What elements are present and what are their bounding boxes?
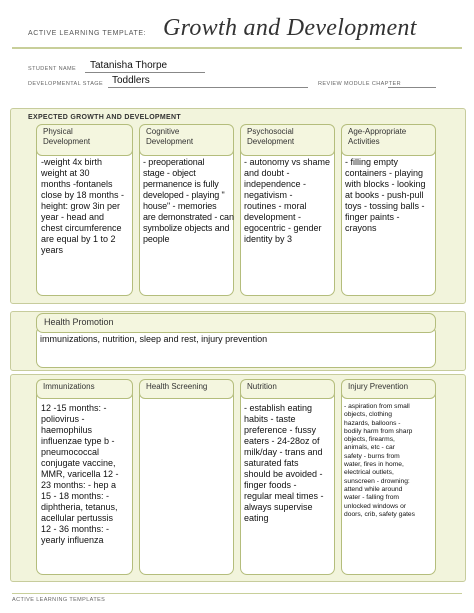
footer-divider <box>12 593 462 594</box>
template-label: ACTIVE LEARNING TEMPLATE: <box>28 30 147 37</box>
physical-development-heading: Physical Development <box>36 124 133 156</box>
header-divider <box>12 47 462 49</box>
immunizations-text[interactable]: 12 -15 months: - poliovirus - haemophilus influenzae type b - pneumococcal conjugate vaccine, MMR, varicella 12 - 23 months: - hep a 15 - 18 months: - diphtheria, tetanus, acellular pertussis 12 - 36 months: - yearly influenza <box>41 403 119 545</box>
health-screening-heading: Health Screening <box>139 379 234 399</box>
psychosocial-development-heading: Psychosocial Development <box>240 124 335 156</box>
age-appropriate-activities-text[interactable]: - filling empty containers - playing with blocks - looking at books - push-pull toys - tossing balls - finger paints - crayons <box>345 157 426 233</box>
student-name-label: STUDENT NAME <box>28 66 77 72</box>
review-module-label: REVIEW MODULE CHAPTER <box>318 81 401 87</box>
footer-label: ACTIVE LEARNING TEMPLATES <box>12 597 106 603</box>
injury-prevention-heading: Injury Prevention <box>341 379 436 399</box>
student-name-line <box>85 72 205 73</box>
developmental-stage-label: DEVELOPMENTAL STAGE <box>28 81 104 87</box>
review-module-line[interactable] <box>388 87 436 88</box>
psychosocial-development-text[interactable]: - autonomy vs shame and doubt - independence - negativism - routines - moral development - egocentric - gender identity by 3 <box>244 157 331 244</box>
expected-growth-title: EXPECTED GROWTH AND DEVELOPMENT <box>28 114 181 121</box>
page-title: Growth and Development <box>163 15 417 41</box>
health-promotion-heading: Health Promotion <box>36 313 436 333</box>
developmental-stage-line <box>108 87 308 88</box>
student-name-field[interactable]: Tatanisha Thorpe <box>90 60 168 71</box>
nutrition-text[interactable]: - establish eating habits - taste preference - fussy eaters - 24-28oz of milk/day - trans and saturated fats should be avoided - finger foods - regular meal times - always supervise eating <box>244 403 324 523</box>
immunizations-heading: Immunizations <box>36 379 133 399</box>
template-header <box>0 0 474 56</box>
physical-development-text[interactable]: -weight 4x birth weight at 30 months -fontanels close by 18 months - height: grow 3in per year - head and chest circumference are equal by 1 to 2 years <box>41 157 125 255</box>
health-screening-card <box>139 389 234 575</box>
injury-prevention-text[interactable]: - aspiration from small objects, clothing hazards, balloons - bodily harm from sharp objects, firearms, animals, etc - car safety - burns from water, fires in home, electrical outlets, sunscreen - drowning: attend while around water - falling from unlocked windows or doors, crib, safety gates <box>344 403 415 518</box>
nutrition-heading: Nutrition <box>240 379 335 399</box>
cognitive-development-heading: Cognitive Development <box>139 124 234 156</box>
cognitive-development-text[interactable]: - preoperational stage - object permanence is fully developed - playing " house" - memories are demonstrated - can symbolize objects and people <box>143 157 234 244</box>
age-appropriate-activities-heading: Age-Appropriate Activities <box>341 124 436 156</box>
health-promotion-text[interactable]: immunizations, nutrition, sleep and rest, injury prevention <box>40 334 268 344</box>
developmental-stage-field[interactable]: Toddlers <box>112 75 150 86</box>
